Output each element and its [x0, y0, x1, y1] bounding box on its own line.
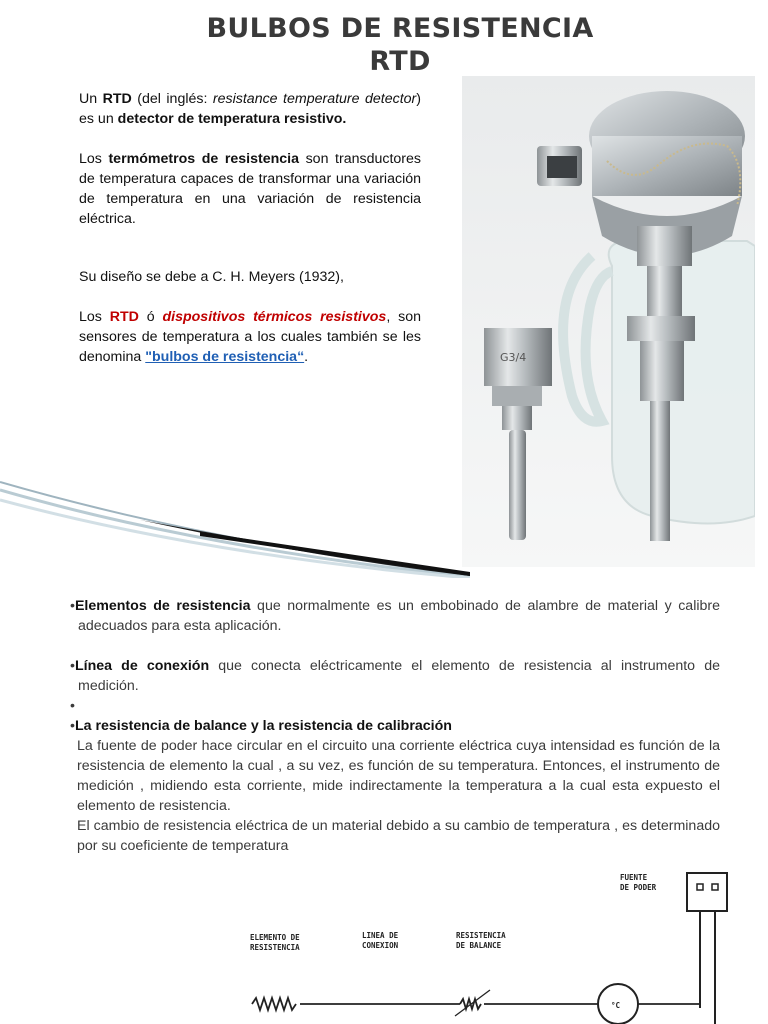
text: (del inglés:: [131, 91, 213, 107]
thermometer-term: termómetros de resistencia: [108, 151, 300, 167]
terminal-right: [712, 884, 718, 890]
bullet-item: •Línea de conexión que conecta eléctricamente el elemento de resistencia al instrumento de medición.: [70, 658, 720, 694]
intro-paragraph-4: [79, 307, 421, 367]
slide-bottom: [0, 578, 768, 1024]
bullet-item: •Elementos de resistencia que normalmente es un embobinado de alambre de material y calibre adecuados para esta aplicación.: [70, 598, 721, 634]
label-fuente-2: DE PODER: [620, 883, 657, 892]
power-source-box: [687, 873, 727, 911]
intro-paragraph-1: [79, 89, 421, 129]
terminal-left: [697, 884, 703, 890]
red-italic-term: dispositivos térmicos resistivos: [162, 309, 387, 325]
label-elemento-2: RESISTENCIA: [250, 943, 300, 952]
intro-paragraph-2: [79, 149, 421, 229]
explanation-paragraph-1: La fuente de poder hace circular en el circuito una corriente eléctrica cuya intensidad es función de la resistencia de elemento la cual , a su vez, es función de su temperatura. Entonces, el instrumento de medición , midiendo esta corriente, mide indirectamente la temperatura a la cual esta expuesto el elemento de resistencia.: [77, 738, 720, 814]
label-resistencia-2: DE BALANCE: [456, 941, 502, 950]
bullet-text: que conecta eléctricamente el elemento de resistencia al instrumento de medición.: [78, 658, 720, 694]
bullet-bold: Elementos de resistencia: [74, 598, 251, 614]
explanation-paragraph-2: El cambio de resistencia eléctrica de un material debido a su cambio de temperatura , es determinado por su coeficiente de temperatura: [77, 818, 720, 854]
text: son transductores de temperatura capaces de transformar una variación de temperatura en una variación de resistencia eléctrica.: [79, 151, 421, 227]
text: Un: [79, 91, 103, 107]
text: ) es un: [79, 91, 422, 127]
text: Los: [79, 151, 109, 167]
label-resistencia-1: RESISTENCIA: [456, 931, 506, 940]
thread-size-label: G3/4: [500, 351, 527, 364]
definition-term: detector de temperatura resistivo.: [117, 111, 347, 127]
rtd-circuit-diagram: [240, 868, 740, 1024]
bullet-item-empty: •: [70, 698, 75, 714]
title-line-2: RTD: [369, 46, 431, 77]
meter-label: °C: [611, 1001, 621, 1010]
label-elemento-1: ELEMENTO DE: [250, 933, 300, 942]
bullet-list: [70, 596, 720, 856]
spacer: [70, 636, 720, 656]
label-fuente-1: FUENTE: [620, 873, 648, 882]
decorative-swoosh: [0, 470, 470, 578]
bullet-item: •La resistencia de balance y la resistencia de calibración: [70, 718, 452, 734]
text: Los: [79, 309, 110, 325]
bullet-text: que normalmente es un embobinado de alambre de material y calibre adecuados para esta aplicación.: [78, 598, 721, 634]
bulbos-link[interactable]: "bulbos de resistencia“: [145, 349, 305, 365]
rtd-sensor-photo: [462, 76, 755, 567]
rtd-red-term: RTD: [109, 309, 139, 325]
english-term: resistance temperature detector: [212, 91, 417, 107]
resistance-element-symbol: [252, 998, 296, 1010]
bullet-bold: La resistencia de balance y la resistencia de calibración: [74, 718, 452, 734]
bullet-bold: Línea de conexión: [74, 658, 210, 674]
label-linea-1: LINEA DE: [362, 931, 399, 940]
intro-text: [79, 89, 421, 387]
text: ó: [138, 309, 163, 325]
text: .: [304, 349, 309, 365]
rtd-term: RTD: [102, 91, 132, 107]
title-line-1: BULBOS DE RESISTENCIA: [206, 13, 594, 44]
label-linea-2: CONEXION: [362, 941, 399, 950]
slide-title: [0, 12, 768, 78]
intro-paragraph-3: Su diseño se debe a C. H. Meyers (1932),: [79, 269, 344, 285]
text: , son sensores de temperatura a los cuales también se les denomina: [79, 309, 421, 365]
